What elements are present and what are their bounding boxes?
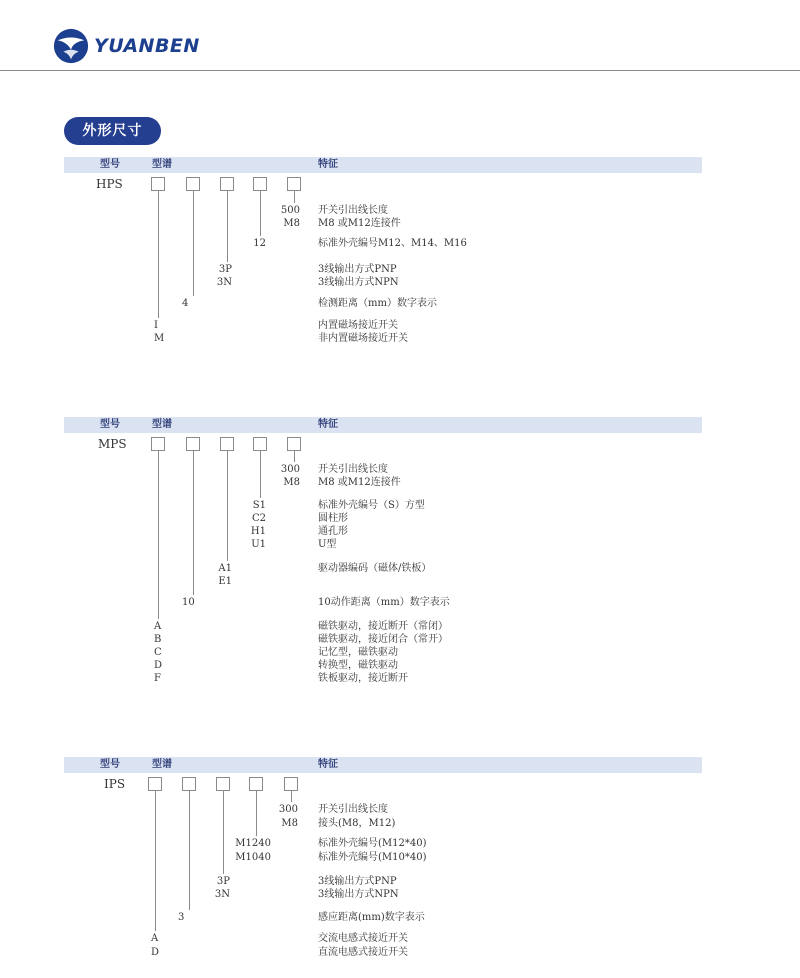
header-divider xyxy=(0,70,800,71)
feature-description: 转换型，磁铁驱动 xyxy=(318,660,398,671)
header-model-label: 型号 xyxy=(100,759,120,770)
code-value: C xyxy=(154,647,162,658)
code-value: M8 xyxy=(283,477,300,488)
connector-line xyxy=(294,191,295,203)
code-value: 3N xyxy=(214,889,230,900)
spec-slot-box xyxy=(249,777,263,791)
code-value: 12 xyxy=(253,238,266,249)
feature-description: 开关引出线长度 xyxy=(318,464,388,475)
code-value: 10 xyxy=(182,597,195,608)
code-value: M8 xyxy=(281,818,298,829)
feature-description: 接头(M8，M12) xyxy=(318,818,396,829)
code-value: 300 xyxy=(280,464,300,475)
connector-line xyxy=(227,191,228,262)
feature-description: 记忆型，磁铁驱动 xyxy=(318,647,398,658)
code-value: H1 xyxy=(250,526,266,537)
connector-line xyxy=(193,191,194,296)
spec-slot-box xyxy=(182,777,196,791)
connector-line xyxy=(158,451,159,619)
feature-description: 10动作距离（mm）数字表示 xyxy=(318,597,450,608)
code-value: 4 xyxy=(182,298,189,309)
feature-description: 标准外壳编号(M12*40) xyxy=(318,838,427,849)
feature-description: U型 xyxy=(318,539,337,550)
feature-description: 标准外壳编号（S）方型 xyxy=(318,500,425,511)
spec-slot-box xyxy=(186,177,200,191)
feature-description: 圆柱形 xyxy=(318,513,348,524)
code-value: 3P xyxy=(216,876,230,887)
header-feature-label: 特征 xyxy=(318,159,338,170)
spec-slot-box xyxy=(151,177,165,191)
code-value: M1040 xyxy=(235,852,271,863)
header-feature-label: 特征 xyxy=(318,419,338,430)
model-code: HPS xyxy=(96,177,123,191)
code-value: D xyxy=(151,947,160,958)
connector-line xyxy=(291,791,292,802)
feature-description: 交流电感式接近开关 xyxy=(318,933,408,944)
code-value: A xyxy=(154,621,162,632)
brand-name: YUANBEN xyxy=(94,35,200,57)
connector-line xyxy=(227,451,228,561)
code-value: F xyxy=(154,673,161,684)
feature-description: 直流电感式接近开关 xyxy=(318,947,408,958)
spec-slot-box xyxy=(186,437,200,451)
feature-description: 通孔形 xyxy=(318,526,348,537)
header-spectrum-label: 型谱 xyxy=(152,419,172,430)
code-value: 300 xyxy=(278,804,298,815)
code-value: 3N xyxy=(216,277,232,288)
feature-description: 3线输出方式NPN xyxy=(318,889,399,900)
feature-description: 磁铁驱动，接近断开（常闭） xyxy=(318,621,448,632)
feature-description: 内置磁场接近开关 xyxy=(318,320,398,331)
code-value: 3P xyxy=(218,264,232,275)
section-title: 外形尺寸 xyxy=(64,117,161,145)
model-code: IPS xyxy=(104,777,126,791)
spec-slot-box xyxy=(287,177,301,191)
header-spectrum-label: 型谱 xyxy=(152,759,172,770)
feature-description: 铁板驱动，接近断开 xyxy=(318,673,408,684)
connector-line xyxy=(294,451,295,462)
code-value: B xyxy=(154,634,162,645)
connector-line xyxy=(155,791,156,931)
connector-line xyxy=(189,791,190,910)
table-header-bar xyxy=(64,157,702,173)
feature-description: 感应距离(mm)数字表示 xyxy=(318,912,425,923)
spec-slot-box xyxy=(151,437,165,451)
feature-description: 3线输出方式PNP xyxy=(318,264,397,275)
feature-description: 非内置磁场接近开关 xyxy=(318,333,408,344)
feature-description: 标准外壳编号M12、M14、M16 xyxy=(318,238,467,249)
feature-description: 驱动器编码（磁体/铁板） xyxy=(318,563,432,574)
header-model-label: 型号 xyxy=(100,159,120,170)
connector-line xyxy=(256,791,257,836)
feature-description: 磁铁驱动，接近闭合（常开） xyxy=(318,634,448,645)
feature-description: 检测距离（mm）数字表示 xyxy=(318,298,437,309)
header-model-label: 型号 xyxy=(100,419,120,430)
feature-description: M8 或M12连接件 xyxy=(318,218,401,229)
brand-logo xyxy=(52,26,200,66)
spec-slot-box xyxy=(216,777,230,791)
code-value: E1 xyxy=(218,576,232,587)
spec-slot-box xyxy=(220,437,234,451)
feature-description: 3线输出方式PNP xyxy=(318,876,397,887)
connector-line xyxy=(158,191,159,318)
table-header-bar xyxy=(64,417,702,433)
header-spectrum-label: 型谱 xyxy=(152,159,172,170)
feature-description: 标准外壳编号(M10*40) xyxy=(318,852,427,863)
connector-line xyxy=(260,451,261,498)
header-feature-label: 特征 xyxy=(318,759,338,770)
spec-slot-box xyxy=(253,437,267,451)
code-value: D xyxy=(154,660,163,671)
spec-slot-box xyxy=(148,777,162,791)
spec-slot-box xyxy=(220,177,234,191)
model-code: MPS xyxy=(98,437,127,451)
code-value: A xyxy=(151,933,159,944)
connector-line xyxy=(260,191,261,236)
brand-mark-icon xyxy=(52,27,90,65)
connector-line xyxy=(223,791,224,874)
code-value: A1 xyxy=(218,563,232,574)
table-header-bar xyxy=(64,757,702,773)
spec-slot-box xyxy=(253,177,267,191)
code-value: I xyxy=(154,320,158,331)
code-value: M1240 xyxy=(235,838,271,849)
feature-description: 开关引出线长度 xyxy=(318,804,388,815)
spec-slot-box xyxy=(284,777,298,791)
feature-description: 开关引出线长度 xyxy=(318,205,388,216)
connector-line xyxy=(193,451,194,595)
feature-description: M8 或M12连接件 xyxy=(318,477,401,488)
feature-description: 3线输出方式NPN xyxy=(318,277,399,288)
code-value: C2 xyxy=(251,513,266,524)
code-value: S1 xyxy=(252,500,266,511)
code-value: M xyxy=(154,333,165,344)
code-value: U1 xyxy=(251,539,266,550)
code-value: M8 xyxy=(283,218,300,229)
spec-slot-box xyxy=(287,437,301,451)
code-value: 3 xyxy=(178,912,185,923)
code-value: 500 xyxy=(280,205,300,216)
